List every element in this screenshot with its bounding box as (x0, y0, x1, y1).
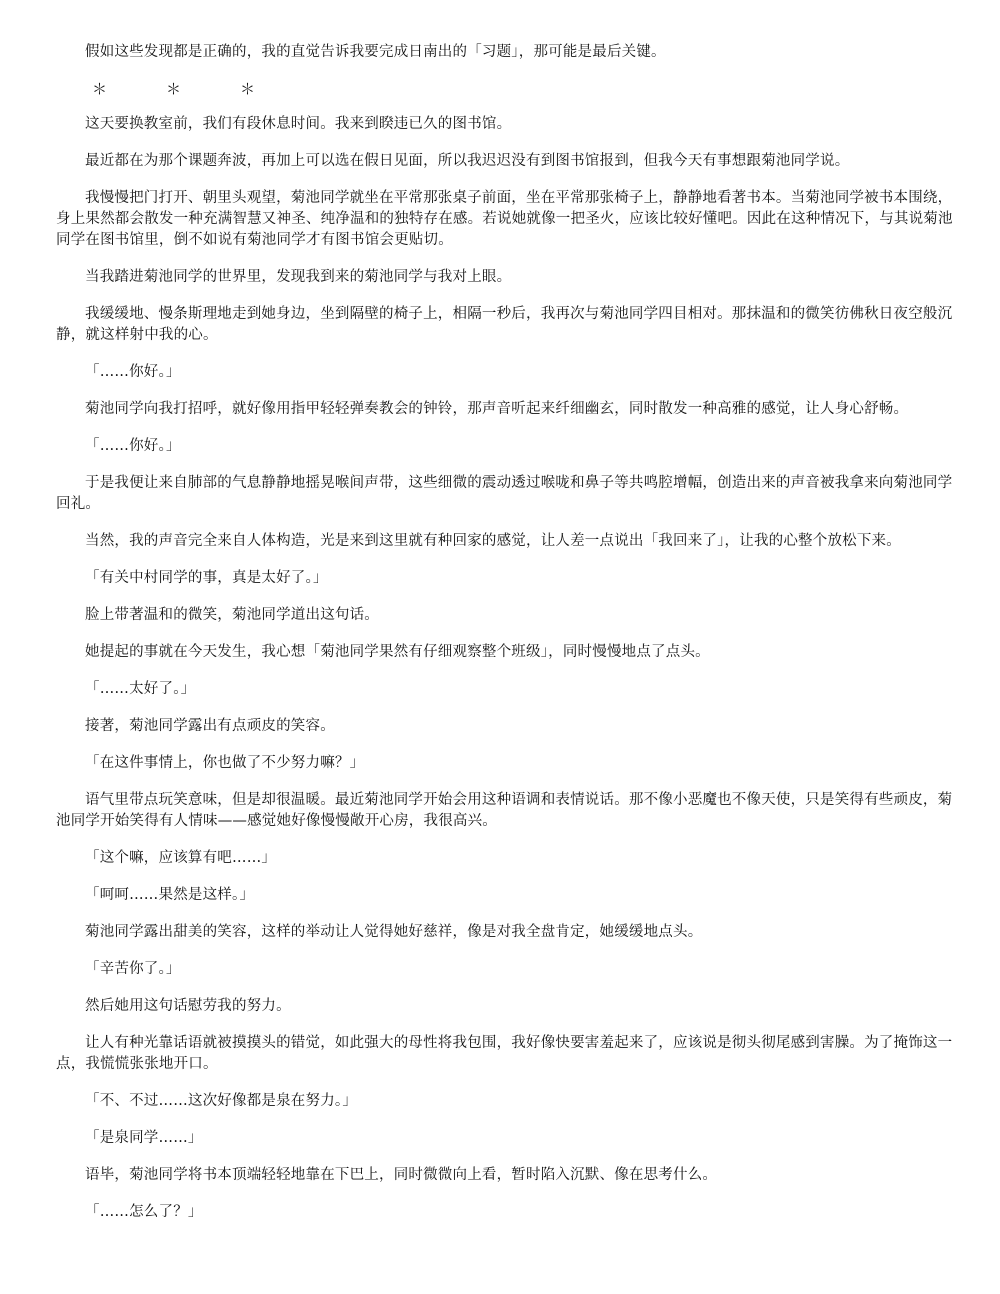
paragraph: 语气里带点玩笑意味，但是却很温暖。最近菊池同学开始会用这种语调和表情说话。那不像小恶魔也不像天使，只是笑得有些顽皮，菊池同学开始笑得有人情味——感觉她好像慢慢敞开心房，我很高兴。 (56, 792, 953, 829)
paragraph: 菊池同学露出甜美的笑容，这样的举动让人觉得她好慈祥，像是对我全盘肯定，她缓缓地点头。 (85, 924, 703, 940)
paragraph: 当然，我的声音完全来自人体构造，光是来到这里就有种回家的感觉，让人差一点说出「我回来了」，让我的心整个放松下来。 (85, 533, 901, 549)
paragraph: 当我踏进菊池同学的世界里，发现我到来的菊池同学与我对上眼。 (85, 269, 512, 285)
paragraph: 接著，菊池同学露出有点顽皮的笑容。 (85, 718, 335, 734)
dialogue-line: 「……太好了。」 (85, 681, 196, 697)
dialogue-line: 「不、不过……这次好像都是泉在努力。」 (85, 1093, 358, 1109)
dialogue-line: 「是泉同学……」 (85, 1130, 203, 1146)
dialogue-line: 「……你好。」 (85, 364, 181, 380)
dialogue-line: 「辛苦你了。」 (85, 961, 181, 977)
dialogue-line: 「呵呵……果然是这样。」 (85, 887, 255, 903)
paragraph: 假如这些发现都是正确的，我的直觉告诉我要完成日南出的「习题」，那可能是最后关键。 (85, 44, 666, 60)
paragraph: 菊池同学向我打招呼，就好像用指甲轻轻弹奏教会的钟铃，那声音听起来纤细幽玄，同时散发一种高雅的感觉，让人身心舒畅。 (85, 401, 909, 417)
paragraph: 她提起的事就在今天发生，我心想「菊池同学果然有仔细观察整个班级」，同时慢慢地点了点头。 (85, 644, 710, 660)
dialogue-line: 「在这件事情上，你也做了不少努力嘛？」 (85, 755, 365, 771)
dialogue-line: 「……你好。」 (85, 438, 181, 454)
paragraph: 让人有种光靠话语就被摸摸头的错觉，如此强大的母性将我包围，我好像快要害羞起来了，应该说是彻头彻尾感到害臊。为了掩饰这一点，我慌慌张张地开口。 (56, 1035, 953, 1072)
paragraph: 然后她用这句话慰劳我的努力。 (85, 998, 291, 1014)
paragraph: 脸上带著温和的微笑，菊池同学道出这句话。 (85, 607, 379, 623)
paragraph: 语毕，菊池同学将书本顶端轻轻地靠在下巴上，同时微微向上看，暂时陷入沉默、像在思考什么。 (85, 1167, 718, 1183)
dialogue-line: 「……怎么了？」 (85, 1204, 203, 1220)
paragraph: 我缓缓地、慢条斯理地走到她身边，坐到隔壁的椅子上，相隔一秒后，我再次与菊池同学四目相对。那抹温和的微笑彷佛秋日夜空般沉静，就这样射中我的心。 (56, 306, 953, 343)
paragraph: 我慢慢把门打开、朝里头观望，菊池同学就坐在平常那张桌子前面，坐在平常那张椅子上，静静地看著书本。当菊池同学被书本围绕，身上果然都会散发一种充满智慧又神圣、纯净温和的独特存在感。若说她就像一把圣火，应该比较好懂吧。因此在这种情况下，与其说菊池同学在图书馆里，倒不如说有菊池同学才有图书馆会更贴切。 (56, 190, 953, 248)
paragraph: 于是我便让来自肺部的气息静静地摇晃喉间声带，这些细微的震动透过喉咙和鼻子等共鸣腔增幅，创造出来的声音被我拿来向菊池同学回礼。 (56, 475, 953, 512)
dialogue-line: 「有关中村同学的事，真是太好了。」 (85, 570, 328, 586)
paragraph: 最近都在为那个课题奔波，再加上可以选在假日见面，所以我迟迟没有到图书馆报到，但我今天有事想跟菊池同学说。 (85, 153, 850, 169)
paragraph: 这天要换教室前，我们有段休息时间。我来到睽违已久的图书馆。 (85, 116, 512, 132)
scene-separator: ＊ ＊ ＊ (92, 80, 278, 98)
dialogue-line: 「这个嘛，应该算有吧……」 (85, 850, 277, 866)
